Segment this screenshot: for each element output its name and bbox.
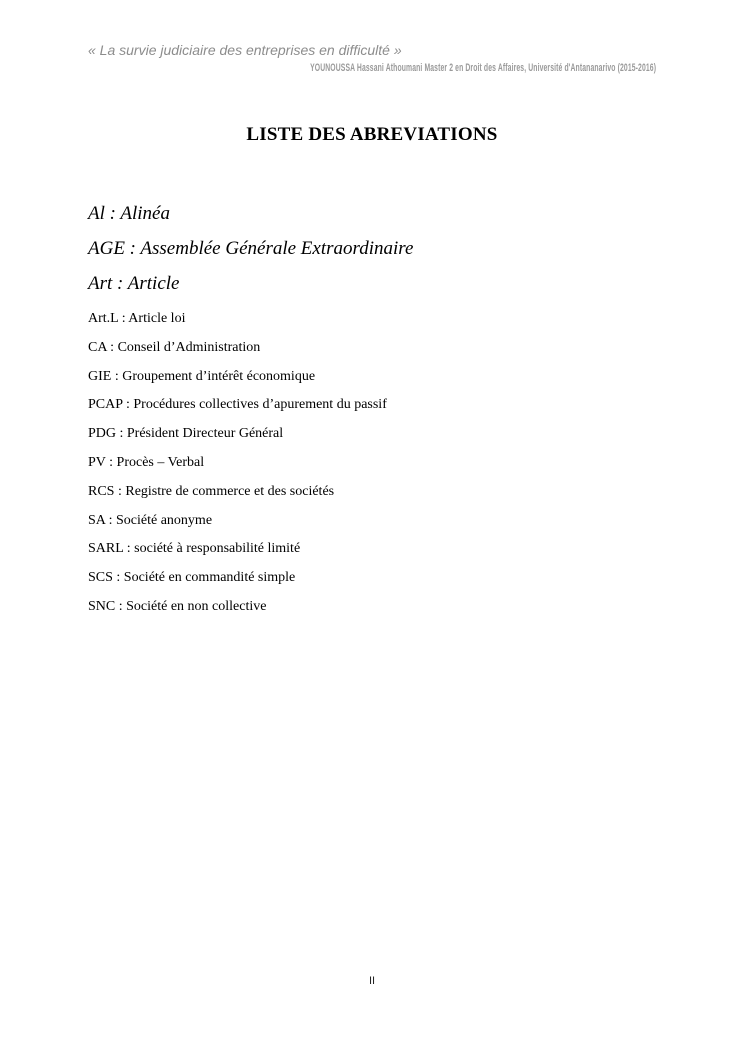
- running-header-title: « La survie judiciaire des entreprises en difficulté »: [88, 42, 402, 58]
- abbreviation-item: Art.L : Article loi: [88, 311, 186, 326]
- page-number: II: [368, 975, 376, 987]
- abbreviation-item: SCS : Société en commandité simple: [88, 570, 296, 586]
- abbreviation-item: Art : Article: [88, 273, 180, 294]
- abbreviation-item: CA : Conseil d’Administration: [88, 339, 261, 355]
- abbreviation-list: [88, 200, 413, 622]
- abbreviation-item: Al : Alinéa: [88, 203, 170, 224]
- abbreviation-item: PV : Procès – Verbal: [88, 454, 205, 470]
- abbreviation-item: PCAP : Procédures collectives d’apurement du passif: [88, 397, 387, 413]
- abbreviation-item: AGE : Assemblée Générale Extraordinaire: [88, 238, 414, 259]
- page-title: LISTE DES ABREVIATIONS: [246, 124, 498, 145]
- abbreviation-item: SARL : société à responsabilité limité: [88, 541, 301, 557]
- abbreviation-item: SNC : Société en non collective: [88, 598, 267, 614]
- running-header-author: YOUNOUSSA Hassani Athoumani Master 2 en Droit des Affaires, Université d'Antananarivo (2015-2016): [309, 62, 656, 74]
- abbreviation-item: SA : Société anonyme: [88, 512, 213, 528]
- abbreviation-item: PDG : Président Directeur Général: [88, 426, 284, 442]
- abbreviation-item: GIE : Groupement d’intérêt économique: [88, 368, 316, 384]
- abbreviation-item: RCS : Registre de commerce et des sociétés: [88, 483, 335, 499]
